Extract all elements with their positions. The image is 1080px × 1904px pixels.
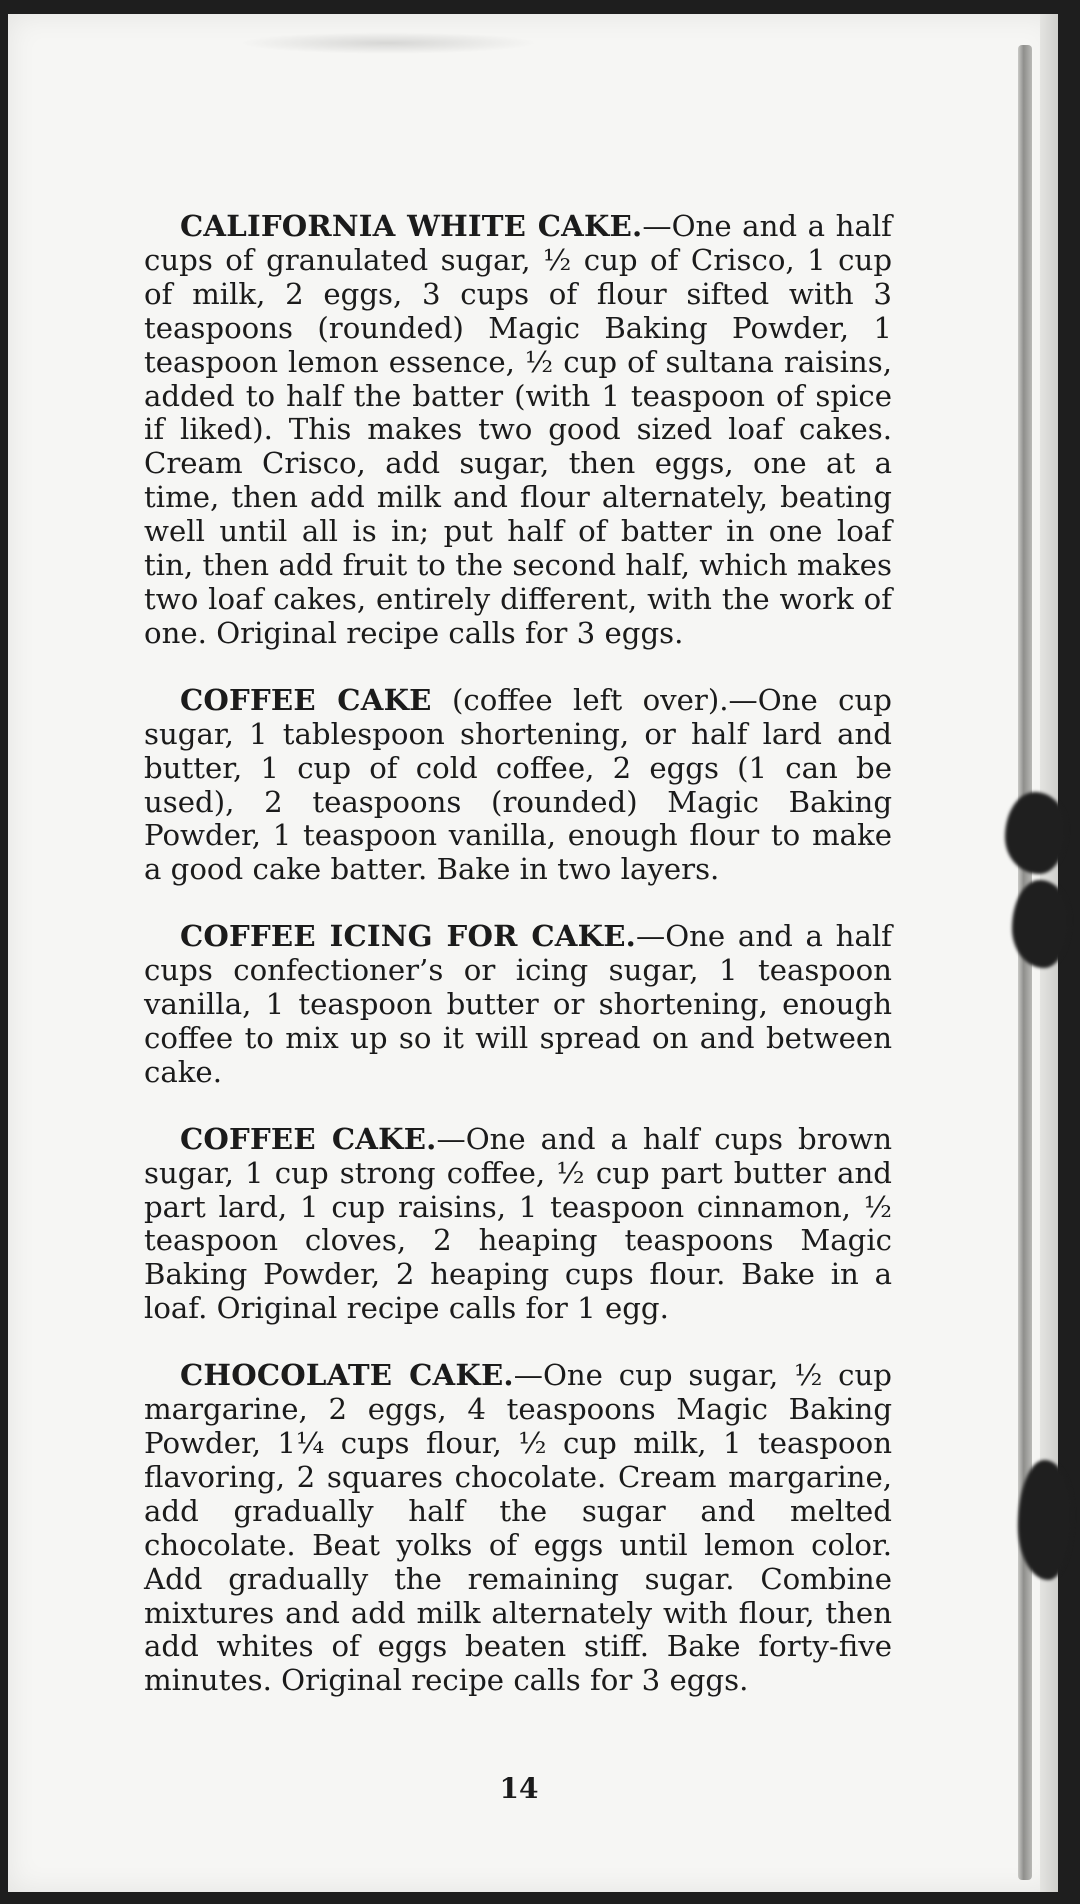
recipe-title: COFFEE CAKE: [180, 682, 432, 717]
recipe-title: COFFEE ICING FOR CAKE.: [180, 919, 637, 954]
recipe-text-block: [144, 210, 892, 1731]
recipe-coffee-cake: [144, 1123, 892, 1326]
ink-stain: [1018, 1460, 1073, 1580]
top-smudge: [238, 32, 538, 54]
ink-stain: [1005, 792, 1067, 874]
recipe-body: —One and a half cups of granulated sugar, ½ cup of Crisco, 1 cup of milk, 2 eggs, 3 cups of flour sifted with 3 teaspoons (rounded) Magic Baking Powder, 1 teaspoon lemon essence, ½ cup of sultana raisins, added to half the batter (with 1 teaspoon of spice if liked). This makes two good sized loaf cakes. Cream Crisco, add sugar, then eggs, one at a time, then add milk and flour alternately, beating well until all is in; put half of batter in one loaf tin, then add fruit to the second half, which makes two loaf cakes, entirely different, with the work of one. Original recipe calls for 3 eggs.: [144, 209, 892, 650]
recipe-title: COFFEE CAKE.: [180, 1121, 437, 1156]
recipe-title: CHOCOLATE CAKE.: [180, 1358, 514, 1393]
recipe-coffee-icing: [144, 920, 892, 1090]
page-number: 14: [499, 1772, 539, 1805]
recipe-coffee-cake-left-over: [144, 684, 892, 887]
recipe-title: CALIFORNIA WHITE CAKE.: [180, 209, 643, 243]
recipe-chocolate-cake: [144, 1359, 892, 1698]
recipe-body: —One and a half cups brown sugar, 1 cup strong coffee, ½ cup part butter and part lard, 1 cup raisins, 1 teaspoon cinnamon, ½ teaspoon cloves, 2 heaping teaspoons Magic Baking Powder, 2 heaping cups flour. Bake in a loaf. Original recipe calls for 1 egg.: [144, 1121, 893, 1326]
recipe-body: —One and a half cups confectioner’s or icing sugar, 1 teaspoon vanilla, 1 teaspoon butter or shortening, enough coffee to mix up so it will spread on and between cake.: [144, 919, 892, 1089]
recipe-body: —One cup sugar, ½ cup margarine, 2 eggs, 4 teaspoons Magic Baking Powder, 1¼ cups flour, ½ cup milk, 1 teaspoon flavoring, 2 squares chocolate. Cream margarine, add gradually half the sugar and melted chocolate. Beat yolks of eggs until lemon color. Add gradually the remaining sugar. Combine mixtures and add milk alternately with flour, then add whites of eggs beaten stiff. Bake forty-five minutes. Original recipe calls for 3 eggs.: [144, 1358, 892, 1698]
recipe-california-white-cake: [144, 210, 892, 651]
recipe-body: (coffee left over).—One cup sugar, 1 tablespoon shortening, or half lard and butter, 1 cup of cold coffee, 2 eggs (1 can be used), 2 teaspoons (rounded) Magic Baking Powder, 1 teaspoon vanilla, enough flour to make a good cake batter. Bake in two layers.: [144, 682, 892, 887]
ink-stain: [1012, 880, 1070, 968]
